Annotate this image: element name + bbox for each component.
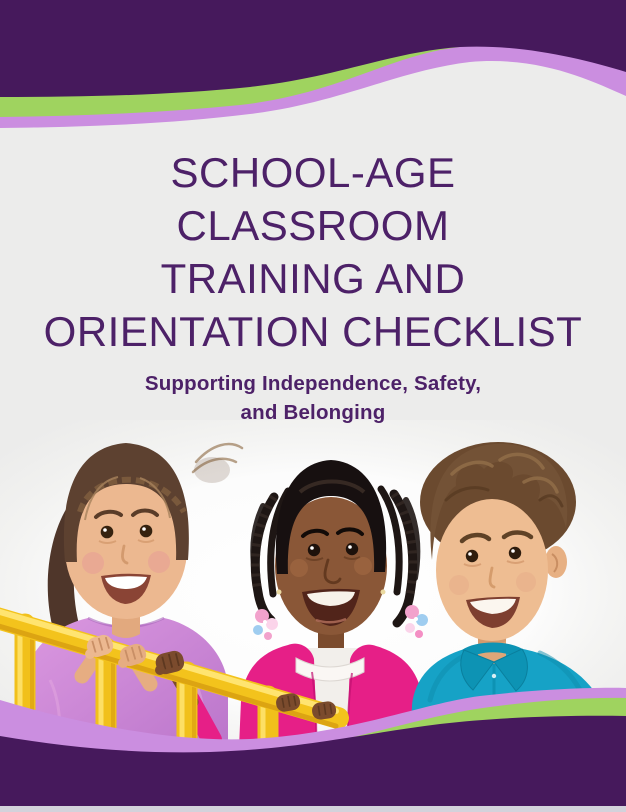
- title-line-4: ORIENTATION CHECKLIST: [43, 308, 583, 355]
- subtitle-line-1: Supporting Independence, Safety,: [144, 372, 482, 395]
- title-line-1: SCHOOL-AGE: [170, 149, 456, 196]
- title-line-3: TRAINING AND: [160, 255, 466, 302]
- bottom-wave-decoration: [0, 682, 626, 812]
- page-subtitle: [0, 369, 626, 427]
- subtitle-line-2: and Belonging: [240, 401, 386, 424]
- page-title: [0, 146, 626, 358]
- title-line-2: CLASSROOM: [176, 202, 450, 249]
- top-wave-decoration: [0, 0, 626, 140]
- window-edge-strip: [0, 806, 626, 812]
